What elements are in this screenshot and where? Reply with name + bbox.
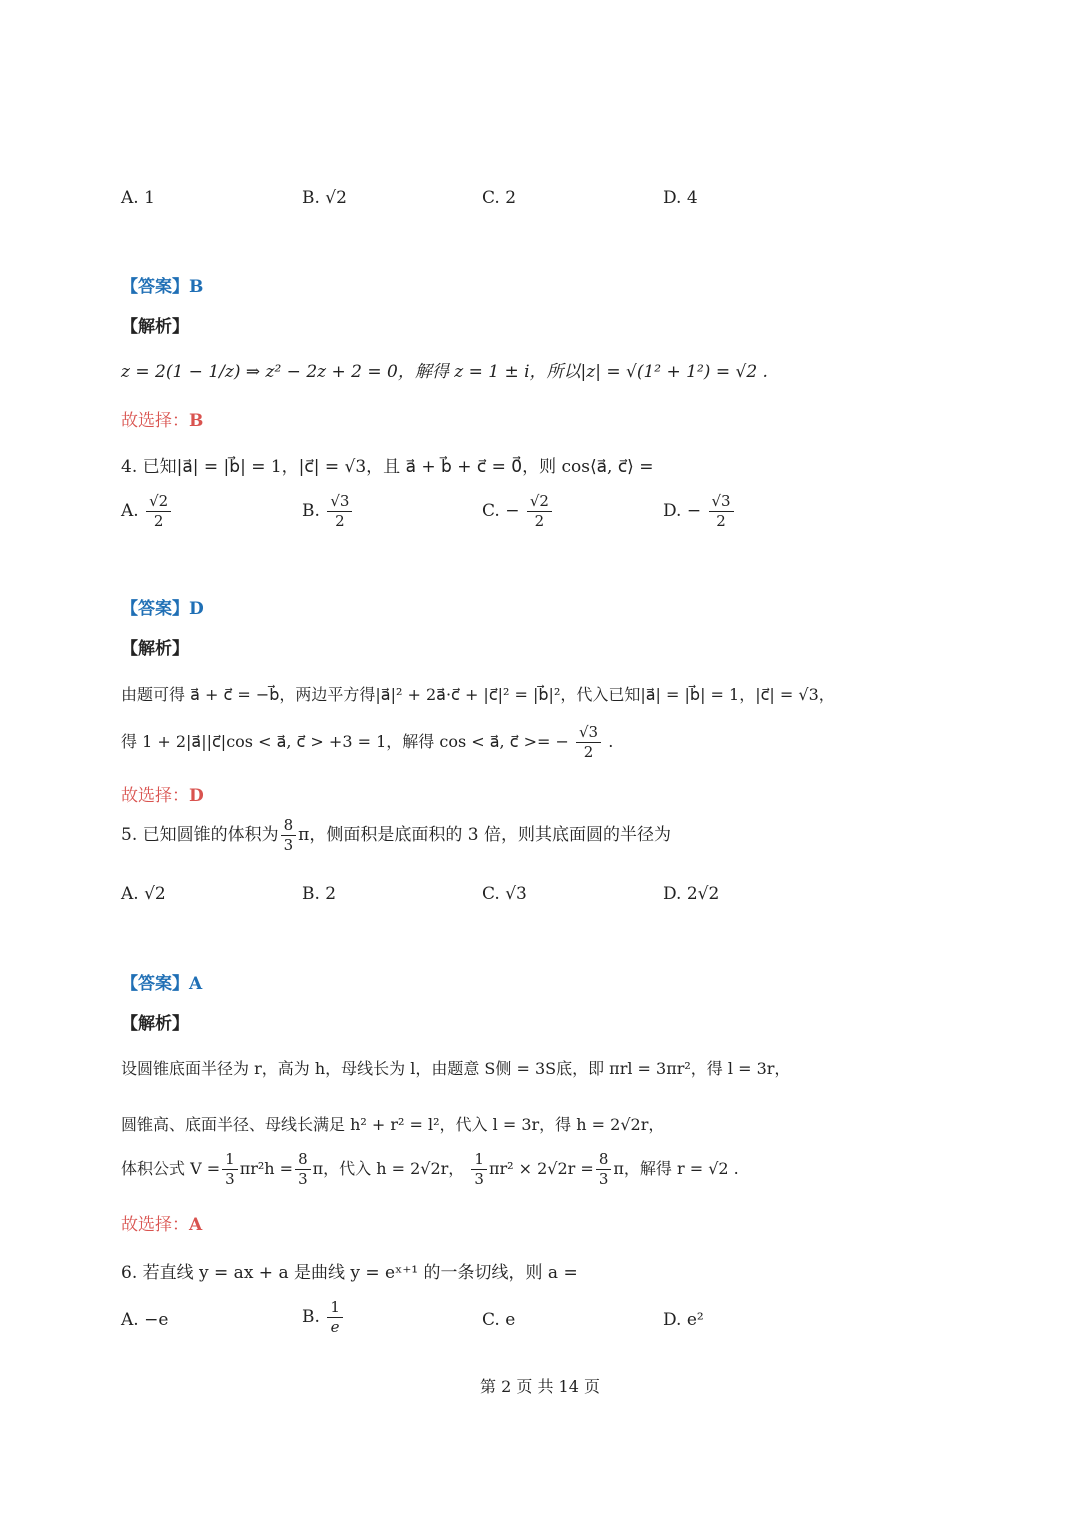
fraction-denominator: e (330, 1318, 340, 1336)
q3-analysis-line: z = 2(1 − 1/z) ⇒ z² − 2z + 2 = 0，解得 z = 1 ± i，所以|z| = √(1² + 1²) = √2 . (121, 362, 768, 382)
answer-label: 【答案】 (121, 277, 189, 297)
q5-stem (121, 818, 671, 853)
q4-analysis-line2 (121, 725, 613, 760)
fraction-numerator: √3 (327, 494, 352, 512)
q4-option-d (663, 494, 736, 529)
choose-label: 故选择： (121, 1215, 189, 1235)
option-letter: C. (482, 501, 500, 521)
stem-fraction (281, 818, 297, 853)
analysis-fraction (596, 1152, 612, 1187)
q4-stem: 4. 已知|a⃗| = |b⃗| = 1，|c⃗| = √3，且 a⃗ + b⃗ + c⃗ = 0⃗，则 cos⟨a⃗, c⃗⟩ = (121, 457, 654, 477)
fraction-denominator: 2 (335, 512, 345, 530)
q5-option-b: B. 2 (302, 884, 337, 904)
q5-analysis-line1: 设圆锥底面半径为 r，高为 h，母线长为 l，由题意 S侧 = 3S底，即 πrl = 3πr²，得 l = 3r， (121, 1059, 791, 1078)
fraction-denominator: 3 (298, 1170, 308, 1188)
q4-option-a (121, 494, 173, 529)
q6-stem: 6. 若直线 y = ax + a 是曲线 y = eˣ⁺¹ 的一条切线，则 a = (121, 1263, 578, 1283)
analysis-text: πr² × 2√2r = (488, 1159, 594, 1178)
analysis-text: 得 1 + 2|a⃗||c⃗|cos < a⃗, c⃗ > +3 = 1，解得 cos < a⃗, c⃗ >= − (121, 732, 569, 751)
fraction-numerator: √3 (709, 494, 734, 512)
analysis-text: π，代入 h = 2√2r， (312, 1159, 465, 1178)
stem-text: 5. 已知圆锥的体积为 (121, 825, 279, 845)
option-fraction (146, 494, 171, 529)
q3-option-d: D. 4 (663, 188, 698, 208)
q3-analysis-label: 【解析】 (121, 317, 189, 337)
fraction-denominator: 2 (583, 743, 594, 761)
page-footer: 第 2 页 共 14 页 (480, 1377, 600, 1396)
analysis-text: 体积公式 V = (121, 1159, 221, 1178)
analysis-text-end: . (608, 732, 614, 751)
analysis-fraction (222, 1152, 238, 1187)
answer-label: 【答案】 (121, 974, 189, 994)
q3-answer (121, 272, 203, 297)
choose-value: B (189, 411, 204, 431)
fraction-denominator: 2 (716, 512, 726, 530)
fraction-numerator: √2 (146, 494, 171, 512)
option-sign: − (505, 501, 520, 521)
q4-choose (121, 781, 204, 806)
q6-option-a: A. −e (121, 1310, 169, 1330)
choose-value: A (189, 1215, 203, 1235)
q6-option-b (302, 1300, 345, 1335)
choose-label: 故选择： (121, 786, 189, 806)
fraction-denominator: 2 (534, 512, 545, 530)
choose-value: D (189, 786, 204, 806)
option-fraction (327, 1300, 343, 1335)
q4-option-b (302, 494, 354, 529)
fraction-numerator: 1 (471, 1152, 487, 1170)
answer-value: A (189, 974, 203, 994)
q5-choose (121, 1210, 202, 1235)
fraction-denominator: 3 (283, 836, 294, 854)
fraction-denominator: 3 (474, 1170, 484, 1188)
q5-answer (121, 969, 202, 994)
q5-analysis-line2: 圆锥高、底面半径、母线长满足 h² + r² = l²，代入 l = 3r，得 h = 2√2r， (121, 1115, 665, 1134)
fraction-denominator: 3 (225, 1170, 235, 1188)
fraction-numerator: 8 (281, 818, 297, 836)
option-letter: D. (663, 501, 682, 521)
stem-text-end: π，侧面积是底面积的 3 倍，则其底面圆的半径为 (298, 825, 671, 845)
choose-label: 故选择： (121, 411, 189, 431)
option-sign: − (686, 501, 702, 521)
answer-value: B (189, 277, 204, 297)
fraction-denominator: 2 (153, 512, 164, 530)
option-fraction (327, 494, 352, 529)
q4-analysis-line1: 由题可得 a⃗ + c⃗ = −b⃗，两边平方得|a⃗|² + 2a⃗·c⃗ + |c⃗|² = |b⃗|²，代入已知|a⃗| = |b⃗| = 1，|c⃗| = √3， (121, 685, 835, 704)
analysis-fraction (295, 1152, 311, 1187)
analysis-fraction (576, 725, 601, 760)
analysis-fraction (471, 1152, 487, 1187)
q3-option-c: C. 2 (482, 188, 517, 208)
analysis-text: πr²h = (239, 1159, 294, 1178)
fraction-numerator: 1 (222, 1152, 238, 1170)
q6-option-d: D. e² (663, 1310, 704, 1330)
fraction-denominator: 3 (598, 1170, 609, 1188)
q5-option-c: C. √3 (482, 884, 527, 904)
q3-option-a: A. 1 (121, 188, 155, 208)
option-fraction (527, 494, 552, 529)
option-letter: B. (302, 1307, 320, 1327)
q5-option-d: D. 2√2 (663, 884, 720, 904)
option-letter: A. (121, 501, 139, 521)
q4-analysis-label: 【解析】 (121, 639, 189, 659)
q3-choose (121, 406, 203, 431)
fraction-numerator: √3 (576, 725, 601, 743)
answer-value: D (189, 599, 204, 619)
q5-analysis-line3 (121, 1152, 739, 1187)
q3-option-b: B. √2 (302, 188, 347, 208)
q4-answer (121, 594, 204, 619)
analysis-text-end: π，解得 r = √2 . (613, 1159, 739, 1178)
q5-option-a: A. √2 (121, 884, 166, 904)
fraction-numerator: 1 (327, 1300, 343, 1318)
answer-label: 【答案】 (121, 599, 189, 619)
q5-analysis-label: 【解析】 (121, 1014, 189, 1034)
q4-option-c (482, 494, 554, 529)
q6-option-c: C. e (482, 1310, 516, 1330)
option-fraction (709, 494, 734, 529)
fraction-numerator: 8 (295, 1152, 311, 1170)
fraction-numerator: 8 (596, 1152, 612, 1170)
option-letter: B. (302, 501, 320, 521)
fraction-numerator: √2 (527, 494, 552, 512)
